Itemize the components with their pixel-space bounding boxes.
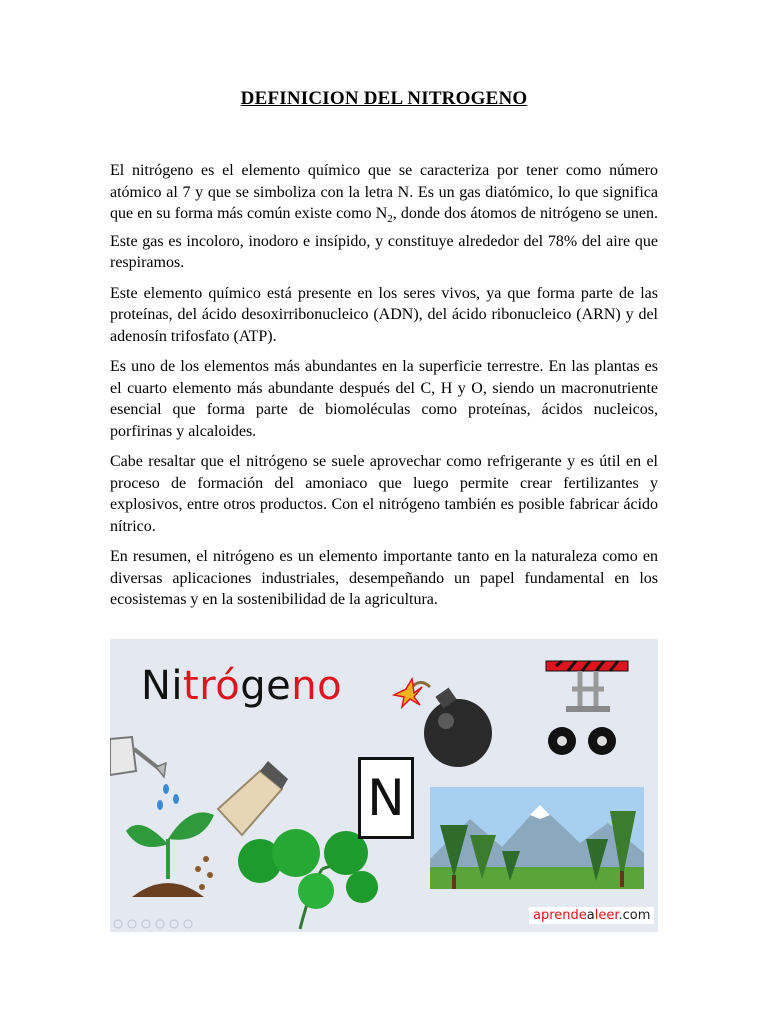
toolbar-dots-icon [114,920,192,928]
brand-watermark [529,907,654,924]
formula-subscript: 2 [387,213,393,226]
brand-part-4: .com [618,908,651,923]
paragraph-definition-text: El nitrógeno es el elemento químico que se caracteriza por tener como número atómico al 7 y que se simboliza con la letra N. Es un gas diatómico, lo que significa que en su forma más común existe como N [110,162,658,222]
clover-icon [238,829,378,929]
brand-part-1: aprende [533,908,587,923]
element-symbol-box: N [358,757,414,839]
figure-title-part-2: tró [183,663,241,709]
figure-title-part-1: Ni [141,663,184,709]
brand-part-2: a [586,908,595,923]
document-body [110,160,658,620]
aircraft-landing-gear-icon [546,661,628,755]
figure-title-part-4: no [291,663,343,709]
water-drops-icon [157,784,179,810]
figure-title [141,663,342,709]
paragraph-definition-text-cont: , donde dos átomos de nitrógeno se unen. Este gas es incoloro, inodoro e insípido, y constituye alrededor del 78% del aire que respiramos. [110,205,658,272]
mountain-forest-landscape-icon [430,787,644,889]
brand-part-3: leer [594,908,619,923]
fertilizer-granules-icon [195,856,213,890]
paragraph-uses: Cabe resaltar que el nitrógeno se suele aprovechar como refrigerante y es útil en el proceso de formación del amoniaco que luego permite crear fertilizantes y explosivos, entre otros productos. Con el nitrógeno también es posible fabricar ácido nítrico. [110,453,658,535]
figure-title-part-3: ge [240,663,292,709]
paragraph-living-beings: Este elemento químico está presente en los seres vivos, ya que forma parte de las proteínas, del ácido desoxirribonucleico (ADN), del ácido ribonucleico (ARN) y del adenosín trifosfato (ATP). [110,284,658,345]
paragraph-abundance: Es uno de los elementos más abundantes en la superficie terrestre. En las plantas es el cuarto elemento más abundante después del C, H y O, siendo un macronutriente esencial que forma parte de biomoléculas como proteínas, ácidos nucleicos, porfirinas y alcaloides. [110,358,658,440]
page-title: DEFINICION DEL NITROGENO [240,88,528,109]
paragraph-summary: En resumen, el nitrógeno es un elemento importante tanto en la naturaleza como en diversas aplicaciones industriales, desempeñando un papel fundamental en los ecosistemas y en la sostenibilidad de la agricultura. [110,548,658,609]
fertilizer-bag-icon [218,761,288,835]
paragraph-definition [110,160,658,274]
bomb-icon [394,679,492,767]
watering-can-icon [110,737,166,777]
nitrogen-illustration [110,639,658,932]
